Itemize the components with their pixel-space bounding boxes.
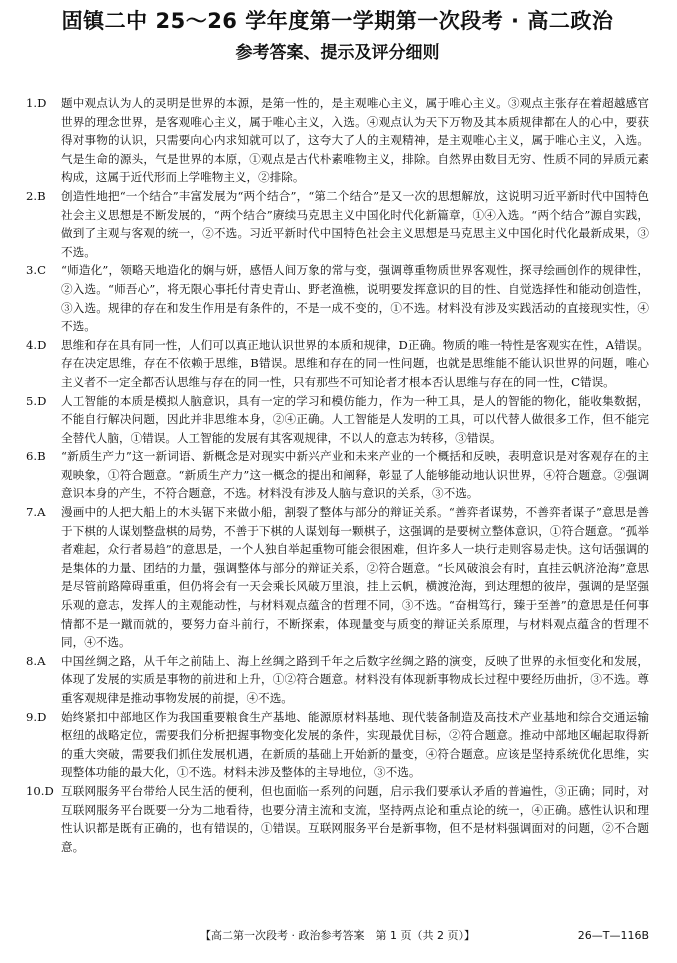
answer-number: 5.	[26, 393, 38, 408]
answer-choice: C	[37, 263, 46, 278]
answer-choice: D	[37, 96, 47, 110]
answer-item-6	[26, 447, 649, 503]
answer-item-1	[26, 94, 649, 187]
page-title: 固镇二中 25～26 学年度第一学期第一次段考 · 高二政治	[61, 9, 614, 33]
answer-number: 4.	[26, 337, 38, 352]
answer-choice: A	[37, 505, 46, 520]
answer-choice: D	[37, 393, 47, 408]
answer-explanation: 始终紧扣中部地区作为我国重要粮食生产基地、能源原材料基地、现代装备制造及高技术产业基地和综合交通运输枢纽的战略定位，需要我们分析把握事物变化发展的条件，实现最优目标，②符合题意。推动中部地区崛起取得新的重大突破，需要我们抓住发展机遇，在新质的基础上开始新的量变，④符合题意。应该是坚持系统优化思维，实现整体功能的最大化，①不选。材料未涉及整体的主导地位，③不选。	[61, 709, 649, 780]
page-subtitle: 参考答案、提示及评分细则	[235, 43, 440, 63]
answer-number: 8.	[26, 653, 38, 668]
answer-choice: B	[37, 188, 46, 203]
footer-page-info: 【高二第一次段考 · 政治参考答案 第 1 页（共 2 页）】	[200, 929, 475, 942]
answer-number: 2.	[26, 188, 38, 203]
answer-explanation: 题中观点认为人的灵明是世界的本源，是第一性的，是主观唯心主义，属于唯心主义。③观点主张存在着超越感官世界的理念世界，是客观唯心主义，属于唯心主义，入选。④观点认为天下万物及其本质规律都在人的心中，要获得对事物的认识，只需要向心内求知就可以了，这夸大了人的主观精神，是主观唯心主义，属于唯心主义，入选。气是生命的源头，气是世界的本原，①观点是古代朴素唯物主义，排除。自然界由数目无穷、性质不同的异质元素构成，这属于近代形而上学唯物主义，②排除。	[61, 96, 649, 185]
answer-item-9	[26, 708, 649, 782]
footer-paper-code: 26—T—116B	[577, 929, 649, 942]
answer-item-5	[26, 392, 649, 448]
answer-choice: D	[37, 337, 47, 352]
answer-explanation: 思维和存在具有同一性，人们可以真正地认识世界的本质和规律，D正确。物质的唯一特性是客观实在性，A错误。存在决定思维，存在不依赖于思维，B错误。思维和存在的同一性问题，也就是思维能不能认识世界的问题，唯心主义者不一定全都否认思维与存在的同一性，只有那些不可知论者才根本否认思维与存在的同一性，C错误。	[61, 337, 649, 389]
answer-explanation: 创造性地把“一个结合”丰富发展为“两个结合”，“第二个结合”是又一次的思想解放，这说明习近平新时代中国特色社会主义思想是不断发展的，“两个结合”赓续马克思主义中国化时代化新篇章，①④入选。“两个结合”源自实践，做到了主观与客观的统一，②不选。习近平新时代中国特色社会主义思想是马克思主义中国化时代化最新成果，③不选。	[61, 188, 649, 259]
answer-number: 9.	[26, 709, 38, 724]
answer-choice: D	[44, 783, 54, 798]
answer-explanation: 互联网服务平台带给人民生活的便利，但也面临一系列的问题，启示我们要承认矛盾的普遍性，③正确；同时，对互联网服务平台既要一分为二地看待，也要分清主流和支流，坚持两点论和重点论的统一，④正确。感性认识和理性认识都是既有正确的，也有错误的，①错误。互联网服务平台是新事物，但不是材料强调面对的问题，②不合题意。	[61, 783, 649, 854]
answer-explanation: “新质生产力”这一新词语、新概念是对现实中新兴产业和未来产业的一个概括和反映，表明意识是对客观存在的主观映象，①符合题意。“新质生产力”这一概念的提出和阐释，彰显了人能够能动地认识世界，④符合题意。②强调意识本身的产生，不符合题意，不选。材料没有涉及人脑与意识的关系，③不选。	[61, 449, 649, 501]
answer-number: 3.	[26, 263, 38, 278]
answer-item-4	[26, 336, 649, 392]
answer-explanation: 漫画中的人把大船上的木头锯下来做小船，割裂了整体与部分的辩证关系。“善弈者谋势，不善弈者谋子”意思是善于下棋的人谋划整盘棋的局势，不善于下棋的人谋划每一颗棋子，这强调的是要树立整体意识，①符合题意。“孤举者难起，众行者易趋”的意思是，一个人独自举起重物可能会很困难，但许多人一块行走则容易走快。这句话强调的是集体的力量、团结的力量，强调整体与部分的辩证关系，②符合题意。“长风破浪会有时，直挂云帆济沧海”意思是尽管前路障碍重重，但仍将会有一天会乘长风破万里浪，挂上云帆，横渡沧海，到达理想的彼岸，强调的是坚强乐观的意志，发挥人的主观能动性，与材料观点蕴含的哲理不同，③不选。“奋楫笃行，臻于至善”的意思是任何事情都不是一蹴而就的，要努力奋斗前行，不断探索，体现量变与质变的辩证关系原理，与材料观点蕴含的哲理不同，④不选。	[61, 505, 649, 650]
answer-explanation: 人工智能的本质是模拟人脑意识，具有一定的学习和模仿能力，作为一种工具，是人的智能的物化，能收集数据，不能自行解决问题，因此并非思维本身，②④正确。人工智能是人发明的工具，可以代替人做很多工作，但不能完全替代人脑，①错误。人工智能的发展有其客观规律，不以人的意志为转移，③错误。	[61, 393, 649, 445]
answer-number: 6.	[26, 449, 38, 464]
answer-choice: A	[37, 653, 46, 668]
answer-item-8	[26, 652, 649, 708]
answer-number: 1.	[26, 96, 38, 110]
answer-item-3	[26, 261, 649, 335]
answer-item-7	[26, 503, 649, 652]
answer-list	[26, 94, 649, 856]
answer-item-2	[26, 187, 649, 261]
page-footer	[26, 928, 649, 944]
answer-choice: B	[37, 449, 46, 464]
answer-explanation: “师造化”，领略天地造化的娴与妍，感悟人间万象的常与变，强调尊重物质世界客观性，探寻绘画创作的规律性，②入选。“师吾心”，将无限心事托付青史青山、野老渔樵，说明要发挥意识的目的性、自觉选择性和能动创造性，③入选。规律的存在和发生作用是有条件的，不是一成不变的，①不选。材料没有涉及实践活动的直接现实性，④不选。	[61, 263, 649, 334]
answer-number: 10.	[26, 783, 45, 798]
answer-choice: D	[37, 709, 47, 724]
answer-item-10	[26, 782, 649, 856]
answer-explanation: 中国丝绸之路，从千年之前陆上、海上丝绸之路到千年之后数字丝绸之路的演变，反映了世界的永恒变化和发展，体现了发展的实质是事物的前进和上升，①②符合题意。材料没有体现新事物成长过程中要经历曲折，③不选。尊重客观规律是推动事物发展的前提，④不选。	[61, 653, 649, 705]
answer-number: 7.	[26, 505, 38, 520]
